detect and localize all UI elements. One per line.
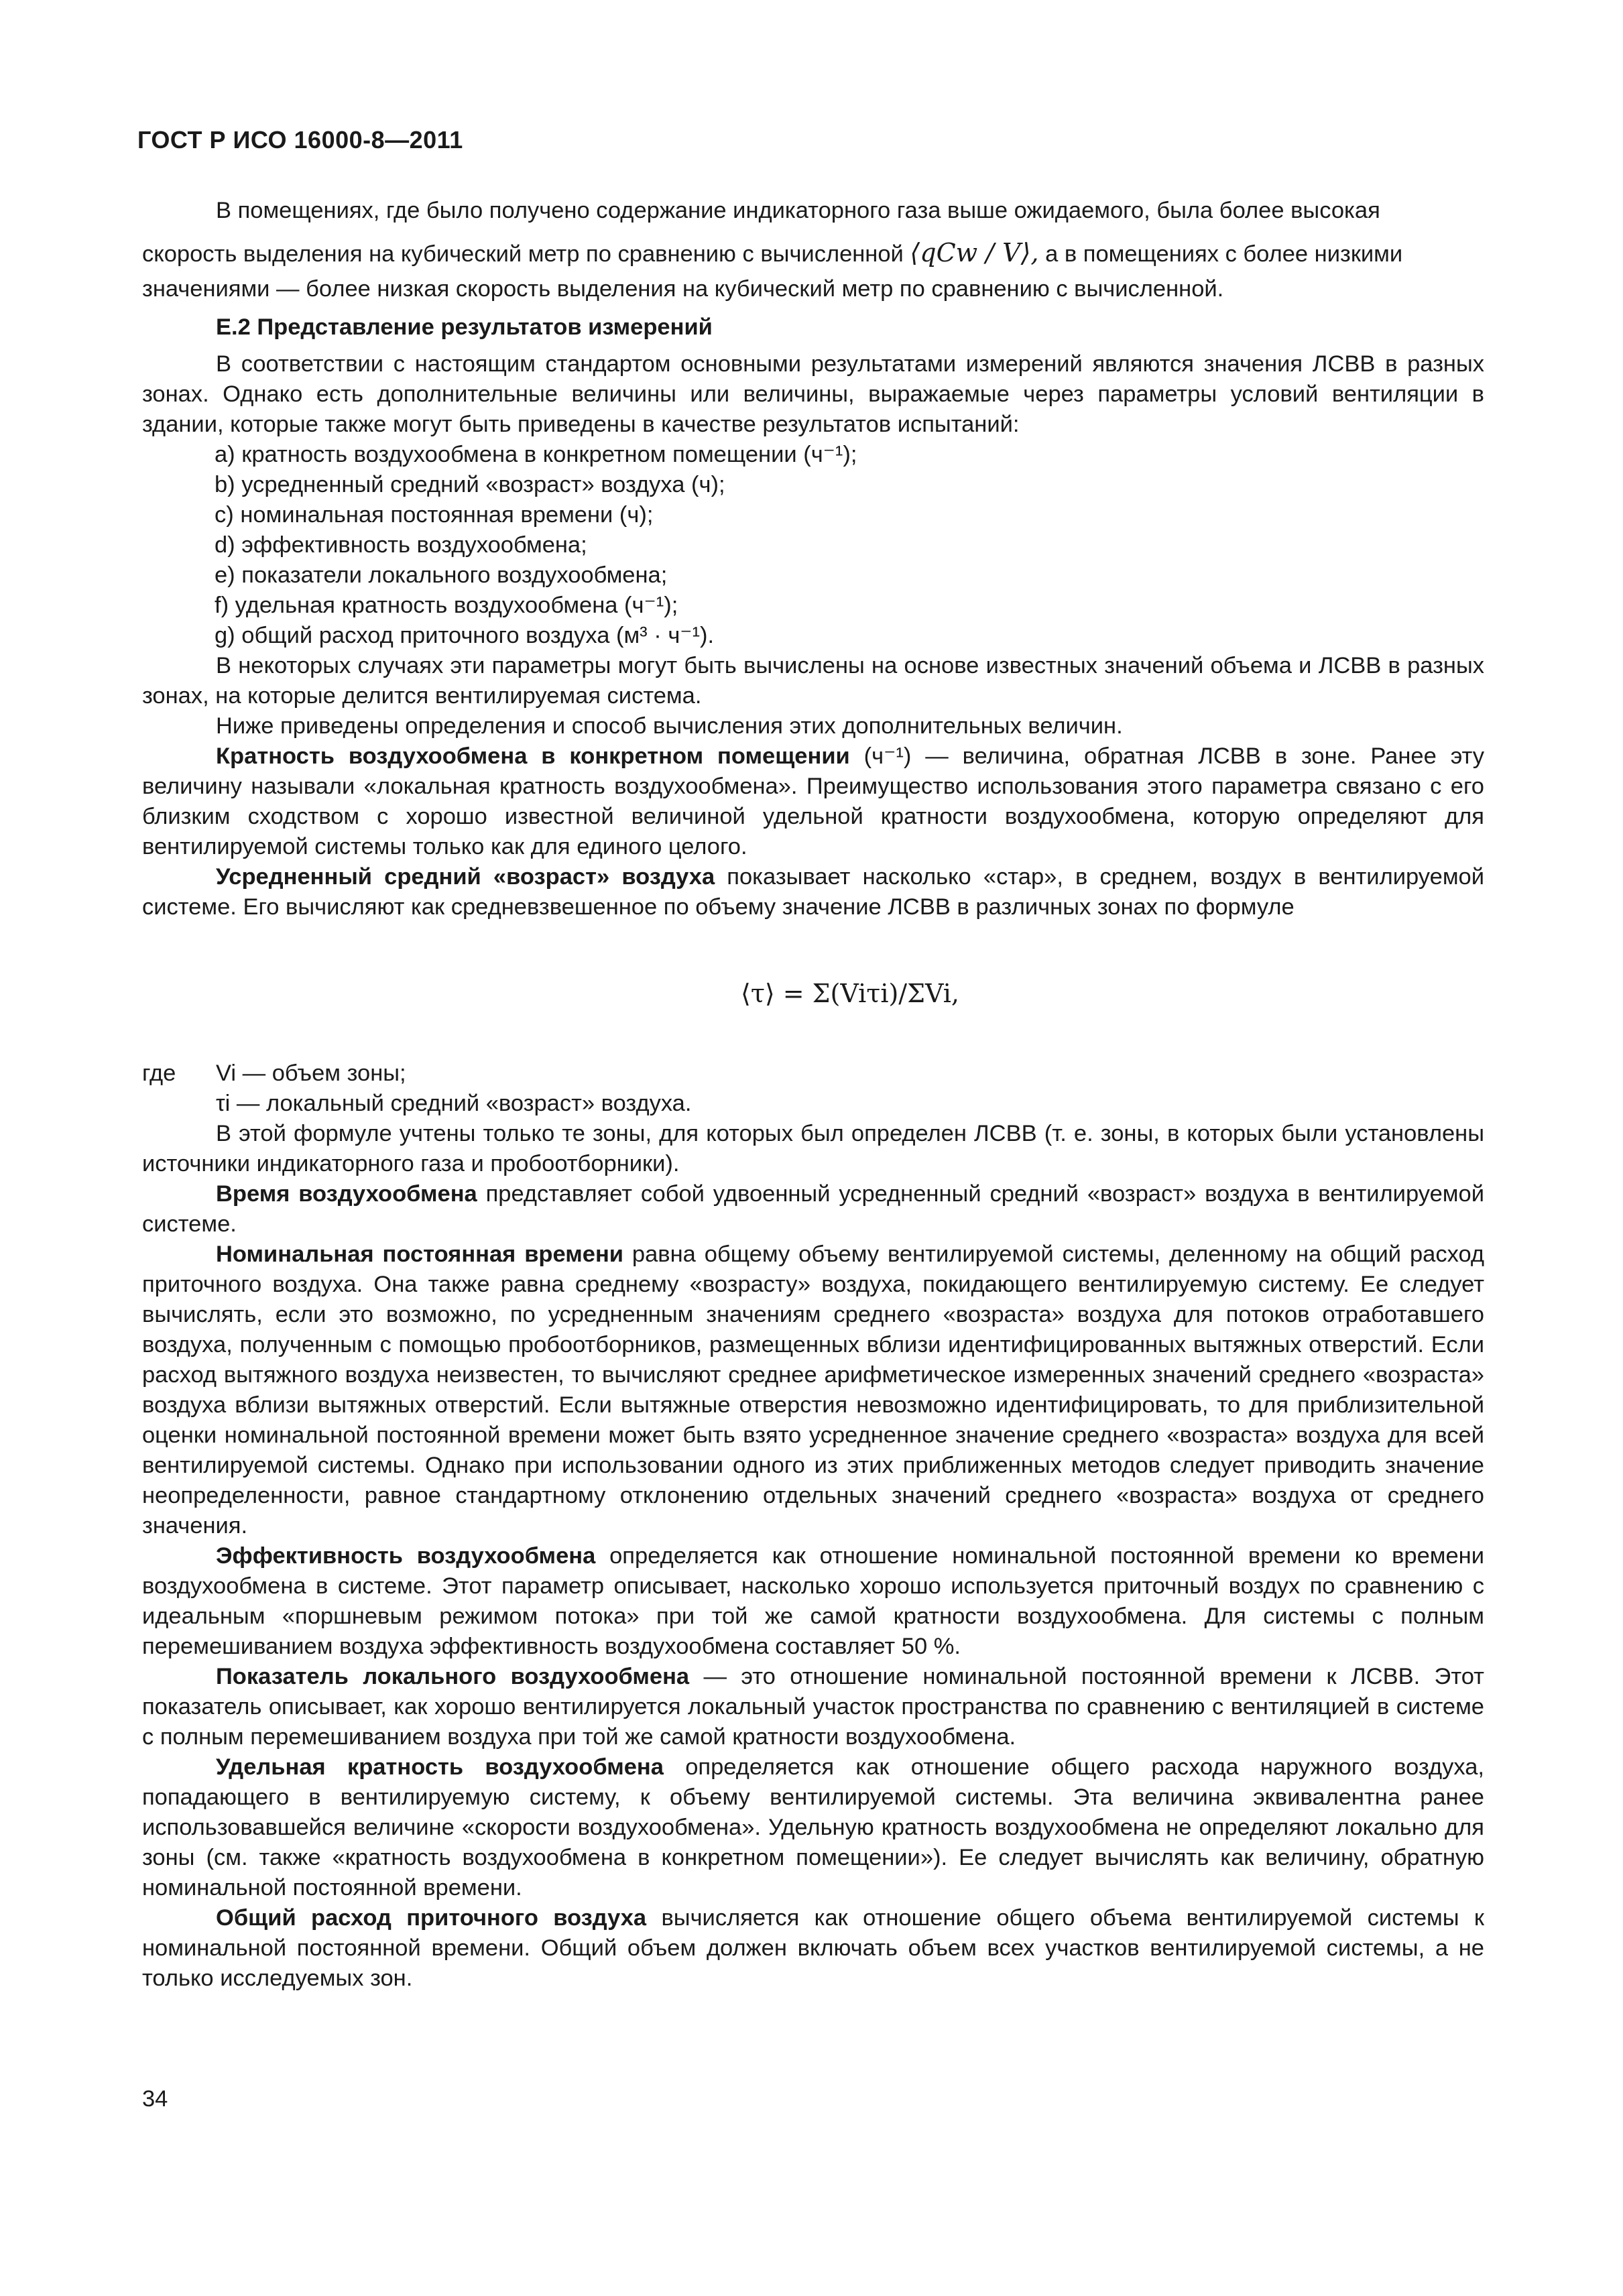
definition-air-exchange-time: [142, 1179, 1484, 1240]
document-body: [142, 196, 1484, 1994]
section-heading: Е.2 Представление результатов измерений: [216, 314, 713, 340]
text-mean-age: показывает насколько «стар», в среднем, воздух в вентилируемой системе. Его вычисляют как средневзвешенное по объему значение ЛСВВ в различных зонах по формуле: [142, 864, 1484, 920]
text-room-air-change: (ч⁻¹) — величина, обратная ЛСВВ в зоне. Ранее эту величину называли «локальная кратность воздухообмена». Преимущество использования этого параметра связано с его близким сходством с хорошо известной величиной удельной кратности воздухообмена, которую определяют для вентилируемой системы только как для единого целого.: [142, 743, 1484, 859]
definition-mean-age: [142, 862, 1484, 922]
definition-specific-air-change-rate: [142, 1752, 1484, 1903]
term-total-supply-air-flow: Общий расход приточного воздуха: [216, 1905, 647, 1931]
text-air-exchange-efficiency: определяется как отношение номинальной постоянной времени ко времени воздухообмена в системе. Этот параметр описывает, насколько хорошо используется приточный воздух по сравнению с идеальным «поршневым режимом потока» при той же самой кратности воздухообмена. Для системы с полным перемешиванием воздуха эффективность воздухообмена составляет 50 %.: [142, 1543, 1484, 1659]
page-number: 34: [142, 2086, 168, 2112]
definition-nominal-time-constant: [142, 1240, 1484, 1541]
document-header: ГОСТ Р ИСО 16000-8—2011: [137, 126, 463, 154]
definition-room-air-change: [142, 741, 1484, 862]
text-nominal-time-constant: равна общему объему вентилируемой системы, деленному на общий расход приточного воздуха. Она также равна среднему «возрасту» воздуха, покидающего вентилируемую систему. Ее следует вычислять, если это возможно, по усредненным значениям среднего «возраста» воздуха для потоков отработавшего воздуха, полученным с помощью пробоотборников, размещенных вблизи идентифицированных вытяжных отверстий. Если расход вытяжного воздуха неизвестен, то вычисляют среднее арифметическое измеренных значений среднего «возраста» воздуха вблизи вытяжных отверстий. Если вытяжные отверстия невозможно идентифицировать, то для приблизительной оценки номинальной постоянной времени может быть взято усредненное значение среднего «возраста» воздуха для всей вентилируемой системы. Однако при использовании одного из этих приближенных методов следует приводить значение неопределенности, равное стандартному отклонению отдельных значений среднего «возраста» воздуха от среднего значения.: [142, 1242, 1485, 1538]
list-item-a: a) кратность воздухообмена в конкретном помещении (ч⁻¹);: [215, 442, 857, 467]
where-volume: Vi — объем зоны;: [216, 1061, 406, 1086]
where-line-2: τi — локальный средний «возраст» воздуха.: [216, 1091, 692, 1116]
definition-air-exchange-efficiency: [142, 1541, 1484, 1662]
where-line-1: [142, 1059, 1484, 1089]
mean-age-formula: ⟨τ⟩ = Σ(Viτi)/ΣVi,: [741, 979, 959, 1008]
section-paragraph-2: В некоторых случаях эти параметры могут быть вычислены на основе известных значений объема и ЛСВВ в разных зонах, на которые делится вентилируемая система.: [142, 653, 1484, 709]
list-item-d: d) эффективность воздухообмена;: [215, 532, 587, 558]
list-item-c: c) номинальная постоянная времени (ч);: [215, 502, 654, 528]
intro-line-3: значениями — более низкая скорость выделения на кубический метр по сравнению с вычисленной.: [142, 276, 1224, 302]
text-total-supply-air-flow: вычисляется как отношение общего объема вентилируемой системы к номинальной постоянной времени. Общий объем должен включать объем всех участков вентилируемой системы, а не только исследуемых зон.: [142, 1905, 1484, 1991]
intro-line-2: [142, 233, 1484, 274]
intro-line-2-before: скорость выделения на кубический метр по сравнению с вычисленной: [142, 241, 904, 267]
list-item-b: b) усредненный средний «возраст» воздуха (ч);: [215, 472, 725, 497]
term-nominal-time-constant: Номинальная постоянная времени: [216, 1242, 623, 1267]
where-label: где: [142, 1061, 176, 1086]
text-specific-air-change-rate: определяется как отношение общего расхода наружного воздуха, попадающего в вентилируемую систему, к объему вентилируемой системы. Эта величина эквивалентна ранее использовавшейся величине «скорости воздухообмена». Удельную кратность воздухообмена не определяют локально для зоны (см. также «кратность воздухообмена в конкретном помещении»). Ее следует вычислять как величину, обратную номинальной постоянной времени.: [142, 1754, 1484, 1900]
definition-local-air-exchange-index: [142, 1662, 1484, 1752]
list-item-e: e) показатели локального воздухообмена;: [215, 562, 668, 588]
section-paragraph-6: В этой формуле учтены только те зоны, для которых был определен ЛСВВ (т. е. зоны, в которых были установлены источники индикаторного газа и пробоотборники).: [142, 1121, 1484, 1176]
intro-line-2-after: а в помещениях с более низкими: [1045, 241, 1403, 267]
text-local-air-exchange-index: — это отношение номинальной постоянной времени к ЛСВВ. Этот показатель описывает, как хорошо вентилируется локальный участок пространства по сравнению с вентиляцией в системе с полным перемешиванием воздуха при той же самой кратности воздухообмена.: [142, 1664, 1484, 1750]
term-local-air-exchange-index: Показатель локального воздухообмена: [216, 1664, 690, 1689]
intro-formula: ⟨qCw / V⟩,: [910, 238, 1039, 267]
intro-line-1: В помещениях, где было получено содержание индикаторного газа выше ожидаемого, была более высокая: [216, 198, 1380, 223]
term-mean-age: Усредненный средний «возраст» воздуха: [216, 864, 715, 890]
term-air-exchange-efficiency: Эффективность воздухообмена: [216, 1543, 596, 1569]
term-air-exchange-time: Время воздухообмена: [216, 1181, 477, 1207]
section-paragraph-3: Ниже приведены определения и способ вычисления этих дополнительных величин.: [216, 713, 1123, 739]
section-paragraph-1: В соответствии с настоящим стандартом основными результатами измерений являются значения ЛСВВ в разных зонах. Однако есть дополнительные величины или величины, выражаемые через параметры условий вентиляции в здании, которые также могут быть приведены в качестве результатов испытаний:: [142, 351, 1484, 437]
term-room-air-change: Кратность воздухообмена в конкретном помещении: [216, 743, 850, 769]
text-air-exchange-time: представляет собой удвоенный усредненный средний «возраст» воздуха в вентилируемой системе.: [142, 1181, 1484, 1237]
definition-total-supply-air-flow: [142, 1903, 1484, 1994]
list-item-g: g) общий расход приточного воздуха (м³ · ч⁻¹).: [215, 623, 715, 648]
term-specific-air-change-rate: Удельная кратность воздухообмена: [216, 1754, 664, 1780]
list-item-f: f) удельная кратность воздухообмена (ч⁻¹);: [215, 593, 678, 618]
